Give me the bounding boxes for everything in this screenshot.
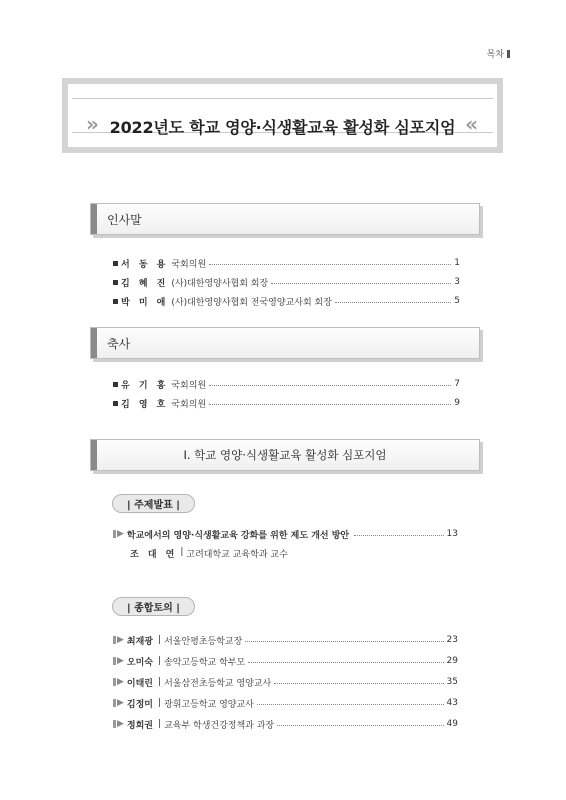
entry-desc: (사)대한영양사협회 회장	[171, 278, 269, 289]
keynote-author	[130, 547, 288, 560]
page-label	[487, 47, 510, 60]
bullet-square-icon	[113, 299, 118, 304]
entry-desc: 국회의원	[171, 380, 207, 391]
bullet-square-icon	[113, 401, 118, 406]
toc-entry[interactable]	[113, 633, 458, 647]
section-side-bar	[91, 328, 97, 358]
entry-separator: |	[158, 656, 162, 666]
entry-page: 1	[454, 258, 460, 268]
entry-page: 49	[446, 719, 458, 729]
arrow-bullet-icon: ▶	[113, 635, 124, 645]
entry-desc: 국회의원	[171, 259, 207, 270]
entry-name: 이태린	[126, 678, 154, 689]
entry-page: 5	[454, 296, 460, 306]
title-banner-inner	[72, 92, 493, 139]
entry-desc: 국회의원	[171, 399, 207, 410]
page-label-text: 목차	[486, 50, 504, 60]
entry-page: 43	[446, 698, 458, 708]
title-top-rule	[72, 98, 493, 99]
entry-affiliation: 송악고등학교 학부모	[164, 657, 246, 668]
entry-affiliation: 서울안평초등학교장	[164, 636, 243, 647]
leader-dots	[274, 683, 443, 684]
leader-dots	[245, 641, 443, 642]
toc-entry[interactable]	[113, 717, 458, 731]
bullet-square-icon	[113, 280, 118, 285]
tab-discussion: | 종합토의 |	[112, 597, 195, 616]
author-separator: |	[180, 547, 184, 557]
entry-title: 학교에서의 영양·식생활교육 강화를 위한 제도 개선 방안	[126, 530, 350, 541]
entry-page: 23	[446, 635, 458, 645]
bullet-square-icon	[113, 261, 118, 266]
toc-entry[interactable]	[113, 377, 460, 391]
entry-page: 35	[446, 677, 458, 687]
title-banner	[62, 78, 503, 153]
entry-separator: |	[158, 677, 162, 687]
arrow-bullet-icon: ▶	[113, 698, 124, 708]
entry-page: 3	[454, 277, 460, 287]
arrow-bullet-icon: ▶	[113, 719, 124, 729]
section-heading-text: 축사	[107, 337, 131, 351]
toc-entry[interactable]	[113, 294, 460, 308]
tab-keynote: | 주제발표 |	[112, 494, 195, 513]
toc-entry[interactable]	[113, 256, 460, 270]
section-heading-text: Ⅰ. 학교 영양·식생활교육 활성화 심포지엄	[183, 448, 387, 462]
entry-name: 최재광	[126, 636, 154, 647]
leader-dots	[209, 264, 451, 265]
leader-dots	[209, 404, 451, 405]
leader-dots	[335, 302, 451, 303]
section-heading-text: 인사말	[107, 213, 142, 227]
entry-name: 김 혜 진	[121, 278, 169, 289]
section-side-bar	[91, 204, 97, 234]
section-heading-greeting	[90, 203, 480, 235]
section-heading-part1	[90, 439, 480, 471]
entry-name: 서 동 용	[121, 259, 169, 270]
leader-dots	[271, 283, 451, 284]
entry-separator: |	[158, 719, 162, 729]
entry-name: 오미숙	[126, 657, 154, 668]
leader-dots	[277, 725, 443, 726]
entry-affiliation: 광휘고등학교 영양교사	[164, 699, 254, 710]
author-affiliation: 고려대학교 교육학과 교수	[186, 550, 288, 560]
toc-entry[interactable]	[113, 675, 458, 689]
toc-entry[interactable]	[113, 696, 458, 710]
entry-separator: |	[158, 698, 162, 708]
leader-dots	[354, 535, 443, 536]
section-heading-congrats	[90, 327, 480, 359]
entry-name: 김정미	[126, 699, 154, 710]
toc-entry[interactable]	[113, 396, 460, 410]
entry-name: 유 기 홍	[121, 380, 169, 391]
entry-page: 9	[454, 398, 460, 408]
bullet-square-icon	[113, 382, 118, 387]
toc-entry[interactable]	[113, 654, 458, 668]
chevron-left-icon: »	[86, 112, 92, 136]
entry-page: 7	[454, 379, 460, 389]
toc-entry-keynote[interactable]	[113, 527, 458, 541]
leader-dots	[209, 385, 451, 386]
entry-name: 박 미 애	[121, 297, 169, 308]
arrow-bullet-icon: ▶	[113, 529, 124, 539]
chevron-right-icon: «	[465, 112, 471, 136]
leader-dots	[257, 704, 444, 705]
page-label-bar	[507, 50, 510, 58]
document-title: 2022년도 학교 영양·식생활교육 활성화 심포지엄	[109, 118, 456, 137]
entry-desc: (사)대한영양사협회 전국영양교사회 회장	[171, 297, 332, 308]
leader-dots	[248, 662, 443, 663]
toc-entry[interactable]	[113, 275, 460, 289]
entry-separator: |	[158, 635, 162, 645]
entry-affiliation: 서울삼전초등학교 영양교사	[164, 678, 272, 689]
entry-affiliation: 교육부 학생건강정책과 과장	[164, 720, 275, 731]
arrow-bullet-icon: ▶	[113, 677, 124, 687]
entry-page: 13	[446, 529, 458, 539]
entry-name: 정희권	[126, 720, 154, 731]
entry-name: 김 영 호	[121, 399, 169, 410]
arrow-bullet-icon: ▶	[113, 656, 124, 666]
author-name: 조 대 연	[130, 550, 178, 560]
entry-page: 29	[446, 656, 458, 666]
